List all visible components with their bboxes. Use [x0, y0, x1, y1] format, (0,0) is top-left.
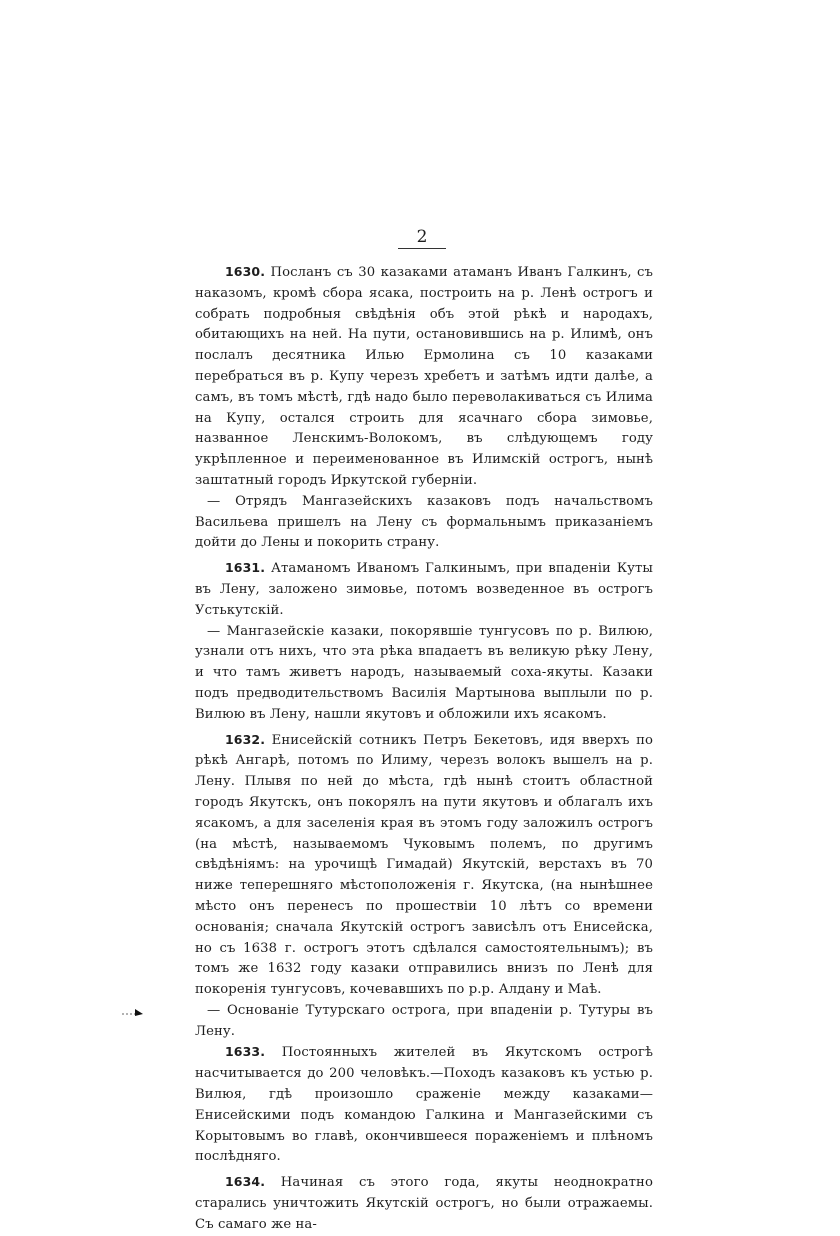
entry-year: 1630. [225, 264, 266, 279]
document-body [195, 262, 653, 1236]
entry-1633 [195, 1042, 653, 1168]
entry-text: — Основаніе Тутурскаго острога, при впаденіи р. Тутуры въ Лену. [195, 1002, 653, 1039]
entry-year: 1634. [225, 1174, 266, 1190]
entry-year: 1632. [225, 731, 266, 747]
entry-1630-mangazeya [195, 492, 653, 554]
entry-text: Начиная съ этого года, якуты неоднократно старались уничтожить Якутскій острогъ, но были отражаемы. Съ самаго же на- [195, 1175, 653, 1232]
page-number-rule [398, 248, 446, 249]
entry-1631-vilyuy [195, 622, 653, 726]
margin-arrow-mark [122, 1006, 146, 1018]
page-number: 2 [416, 227, 428, 247]
entry-1632 [195, 730, 653, 1001]
entry-text: Енисейскій сотникъ Петръ Бекетовъ, идя вверхъ по рѣкѣ Ангарѣ, потомъ по Илиму, черезъ волокъ вышелъ на р. Лену. Плывя по ней до мѣста, гдѣ нынѣ стоитъ областной городъ Якутскъ, онъ покорялъ на пути якутовъ и облагалъ ихъ ясакомъ, а для заселенія края въ этомъ году заложилъ острогъ (на мѣстѣ, называемомъ Чуковымъ полемъ, по другимъ свѣдѣніямъ: на урочищѣ Гимадай) Якутскій, верстахъ въ 70 ниже теперешняго мѣстоположенія г. Якутска, (на нынѣшнее мѣсто онъ перенесъ по прошествіи 10 лѣтъ со времени основанія; сначала Якутскій острогъ зависѣлъ отъ Енисейска, но съ 1638 г. острогъ этотъ сдѣлался самостоятельнымъ); въ томъ же 1632 году казаки отправились внизъ по Ленѣ для покоренія тунгусовъ, кочевавшихъ по р.р. Алдану и Маѣ. [195, 732, 653, 998]
entry-text: Посланъ съ 30 казаками атаманъ Иванъ Галкинъ, съ наказомъ, кромѣ сбора ясака, построить на р. Ленѣ острогъ и собрать подробныя свѣдѣнія объ этой рѣкѣ и народахъ, обитающихъ на ней. На пути, остановившись на р. Илимѣ, онъ послалъ десятника Илью Ермолина съ 10 казаками перебраться въ р. Купу черезъ хребетъ и затѣмъ идти далѣе, а самъ, въ томъ мѣстѣ, гдѣ надо было переволакиваться съ Илима на Купу, остался строить для ясачнаго сбора зимовье, названное Ленскимъ-Волокомъ, въ слѣдующемъ году укрѣпленное и переименованное въ Илимскій острогъ, нынѣ заштатный городъ Иркутской губерніи. [195, 265, 653, 488]
entry-1630 [195, 262, 653, 492]
entry-year: 1633. [225, 1044, 266, 1060]
entry-1634 [195, 1172, 653, 1235]
entry-year: 1631. [225, 560, 266, 576]
entry-text: Атаманомъ Иваномъ Галкинымъ, при впаденіи Куты въ Лену, заложено зимовье, потомъ возведенное въ острогъ Устькутскій. [195, 561, 653, 618]
entry-1632-tutura [195, 1001, 653, 1043]
entry-text: Постоянныхъ жителей въ Якутскомъ острогѣ насчитывается до 200 человѣкъ.—Походъ казаковъ къ устью р. Вилюя, гдѣ произошло сраженіе между казаками—Енисейскими подъ командою Галкина и Мангазейскими съ Корытовымъ во главѣ, окончившееся пораженіемъ и плѣномъ послѣдняго. [195, 1045, 653, 1165]
entry-text: — Мангазейскіе казаки, покорявшіе тунгусовъ по р. Вилюю, узнали отъ нихъ, что эта рѣка впадаетъ въ великую рѣку Лену, и что тамъ живетъ народъ, называемый соха-якуты. Казаки подъ предводительствомъ Василія Мартынова выплыли по р. Вилюю въ Лену, нашли якутовъ и обложили ихъ ясакомъ. [195, 623, 653, 722]
entry-1631 [195, 558, 653, 621]
entry-text: — Отрядъ Мангазейскихъ казаковъ подъ начальствомъ Васильева пришелъ на Лену съ формальнымъ приказаніемъ дойти до Лены и покорить страну. [195, 493, 653, 551]
